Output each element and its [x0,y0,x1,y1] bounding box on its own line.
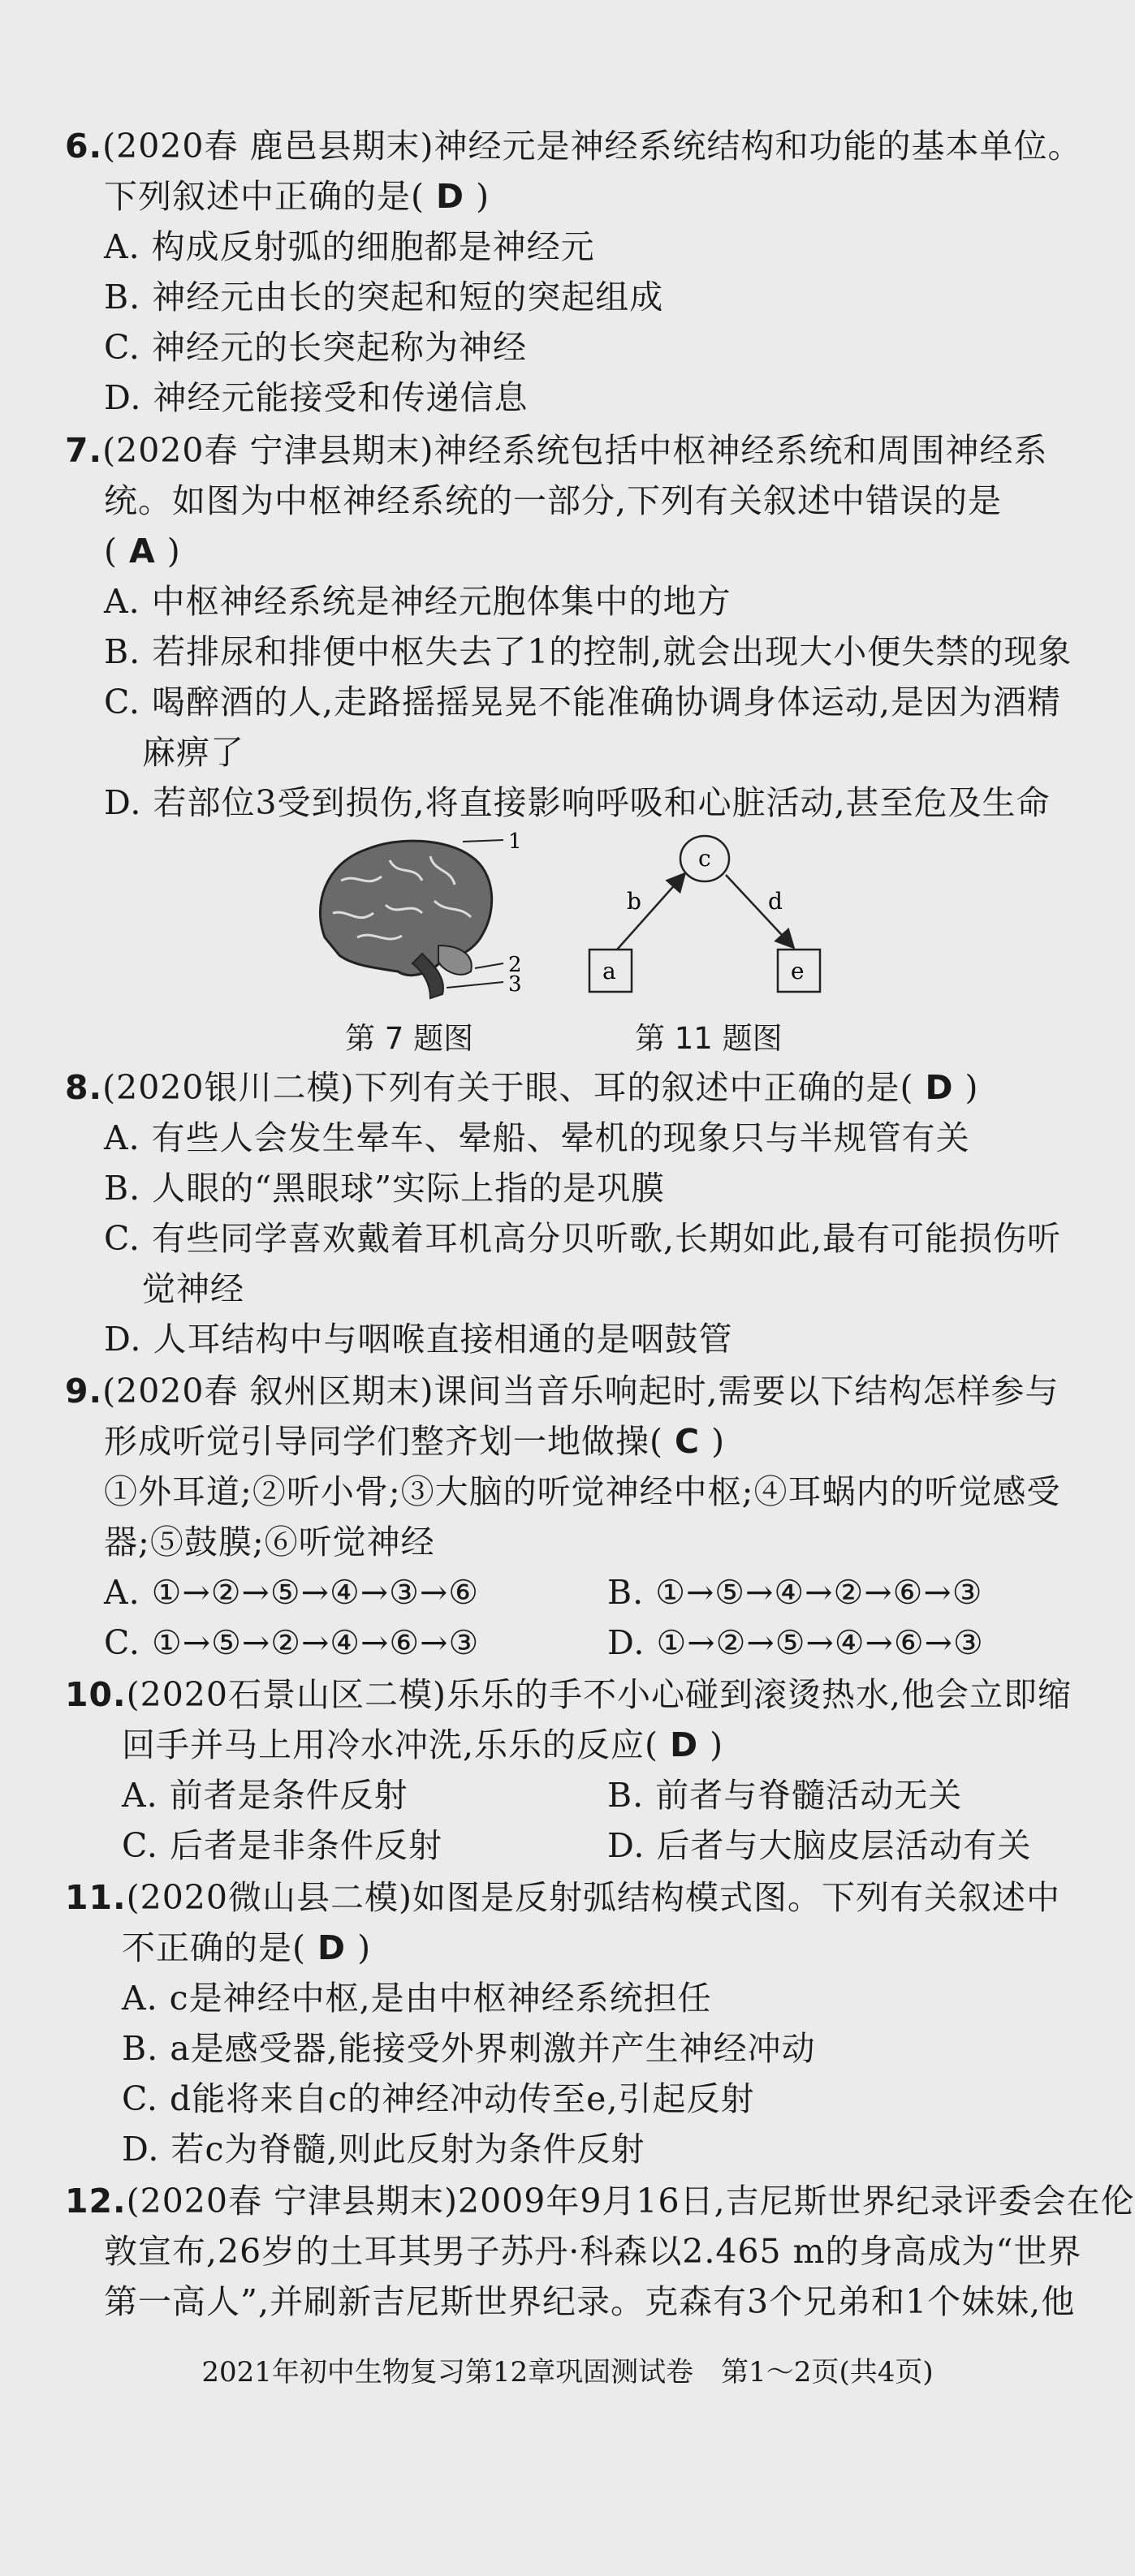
question-11-line-2 [122,1923,1135,1972]
question-6 [65,122,1080,170]
question-12 [65,2177,1135,2225]
question-12-line-3 [104,2277,1119,2326]
question-text: 第一高人”,并刷新吉尼斯世界纪录。克森有3个兄弟和1个妹妹,他 [104,2282,1076,2321]
leader-line-3 [447,982,503,988]
option-a: A. 中枢神经系统是神经元胞体集中的地方 [104,582,731,621]
bracket-close: ) [698,1725,724,1764]
question-12-line-2 [104,2227,1119,2276]
question-text: (2020微山县二模)如图是反射弧结构模式图。下列有关叙述中 [126,1878,1060,1917]
option-a: A. 有些人会发生晕车、晕船、晕机的现象只与半规管有关 [104,1118,970,1157]
reflex-arc-figure [576,828,836,1014]
brain-label-2: 2 [508,953,522,977]
answer-mark: C [675,1422,701,1461]
option-c: C. 喝醉酒的人,走路摇摇晃晃不能准确协调身体运动,是因为酒精 [104,683,1062,722]
answer-mark: D [317,1928,347,1967]
option-c-cont: 觉神经 [142,1269,244,1308]
option-c-cont: 麻痹了 [142,733,244,772]
answer-mark: D [670,1725,699,1764]
question-7-line-3 [104,527,1119,575]
question-number: 12. [65,2182,127,2221]
bracket-close: ) [953,1068,979,1107]
option-c: C. ①→⑤→②→④→⑥→③ [104,1623,480,1662]
question-text: ( [104,532,130,571]
question-text: 下列叙述中正确的是( [104,177,437,216]
option-b: B. 人眼的“黑眼球”实际上指的是巩膜 [104,1169,666,1208]
question-11 [65,1873,1080,1922]
question-number: 9. [65,1372,103,1411]
question-8 [65,1063,1080,1112]
answer-mark: A [129,532,156,571]
fig11-caption: 第 11 题图 [635,1021,783,1056]
option-c: C. d能将来自c的神经冲动传至e,引起反射 [122,2079,755,2118]
brain-figure [309,832,544,1010]
question-number: 6. [65,127,103,166]
fig7-caption: 第 7 题图 [345,1021,474,1056]
question-10 [65,1670,1080,1719]
leader-line-1 [463,840,503,842]
structure-list: ①外耳道;②听小骨;③大脑的听觉神经中枢;④耳蜗内的听觉感受 [104,1472,1061,1511]
brain-label-1: 1 [508,832,522,854]
option-c: C. 后者是非条件反射 [122,1826,442,1865]
question-text: 敦宣布,26岁的土耳其男子苏丹·科森以2.465 m的身高成为“世界 [104,2232,1082,2271]
option-c: C. 有些同学喜欢戴着耳机高分贝听歌,长期如此,最有可能损伤听 [104,1219,1062,1258]
option-b: B. ①→⑤→④→②→⑥→③ [607,1573,983,1612]
label-c: c [698,845,711,872]
bracket-close: ) [464,177,490,216]
answer-mark: D [436,177,465,216]
structure-list-cont: 器;⑤鼓膜;⑥听觉神经 [104,1523,435,1562]
brain-label-3: 3 [508,972,522,997]
label-a: a [602,958,616,984]
bracket-close: ) [155,532,181,571]
brain-drawing [320,841,491,998]
option-b: B. a是感受器,能接受外界刺激并产生神经冲动 [122,2029,816,2068]
question-7-line-2 [104,476,1119,525]
answer-mark: D [925,1068,954,1107]
question-number: 10. [65,1675,127,1714]
question-7 [65,426,1080,475]
option-a: A. ①→②→⑤→④→③→⑥ [104,1573,479,1612]
option-b: B. 前者与脊髓活动无关 [607,1776,963,1815]
bracket-close: ) [346,1928,372,1967]
question-6-line-2 [104,172,1119,221]
question-number: 8. [65,1068,103,1107]
option-d: D. 若c为脊髓,则此反射为条件反射 [122,2130,645,2169]
label-d: d [768,888,783,915]
question-text: (2020春 宁津县期末)2009年9月16日,吉尼斯世界纪录评委会在伦 [126,2182,1135,2221]
option-d: D. 后者与大脑皮层活动有关 [607,1826,1032,1865]
label-b: b [627,888,641,915]
question-text: 回手并马上用冷水冲洗,乐乐的反应( [122,1725,671,1764]
option-b: B. 神经元由长的突起和短的突起组成 [104,278,664,317]
bracket-close: ) [700,1422,726,1461]
question-text: 不正确的是( [122,1928,318,1967]
question-9 [65,1367,1080,1415]
option-d: D. 神经元能接受和传递信息 [104,378,529,417]
question-text: (2020石景山区二模)乐乐的手不小心碰到滚烫热水,他会立即缩 [126,1675,1072,1714]
question-text: (2020春 宁津县期末)神经系统包括中枢神经系统和周围神经系 [102,431,1048,470]
option-a: A. c是神经中枢,是由中枢神经系统担任 [122,1979,712,2018]
question-10-line-2 [122,1721,1135,1769]
question-9-line-2 [104,1417,1119,1466]
option-a: A. 构成反射弧的细胞都是神经元 [104,227,595,266]
question-text: (2020春 叙州区期末)课间当音乐响起时,需要以下结构怎样参与 [102,1372,1059,1411]
option-d: D. 若部位3受到损伤,将直接影响呼吸和心脏活动,甚至危及生命 [104,783,1051,822]
leader-line-2 [475,963,503,968]
option-d: D. ①→②→⑤→④→⑥→③ [607,1623,984,1662]
label-e: e [791,958,805,984]
question-text: (2020银川二模)下列有关于眼、耳的叙述中正确的是( [102,1068,926,1107]
option-d: D. 人耳结构中与咽喉直接相通的是咽鼓管 [104,1320,733,1359]
question-text: (2020春 鹿邑县期末)神经元是神经系统结构和功能的基本单位。 [102,127,1082,166]
question-number: 7. [65,431,103,470]
option-c: C. 神经元的长突起称为神经 [104,328,527,367]
question-text: 形成听觉引导同学们整齐划一地做操( [104,1422,675,1461]
page-footer: 2021年初中生物复习第12章巩固测试卷 第1～2页(共4页) [201,2356,934,2389]
question-number: 11. [65,1878,127,1917]
option-a: A. 前者是条件反射 [122,1776,408,1815]
question-text: 统。如图为中枢神经系统的一部分,下列有关叙述中错误的是 [104,481,1003,520]
option-b: B. 若排尿和排便中枢失去了1的控制,就会出现大小便失禁的现象 [104,632,1072,671]
